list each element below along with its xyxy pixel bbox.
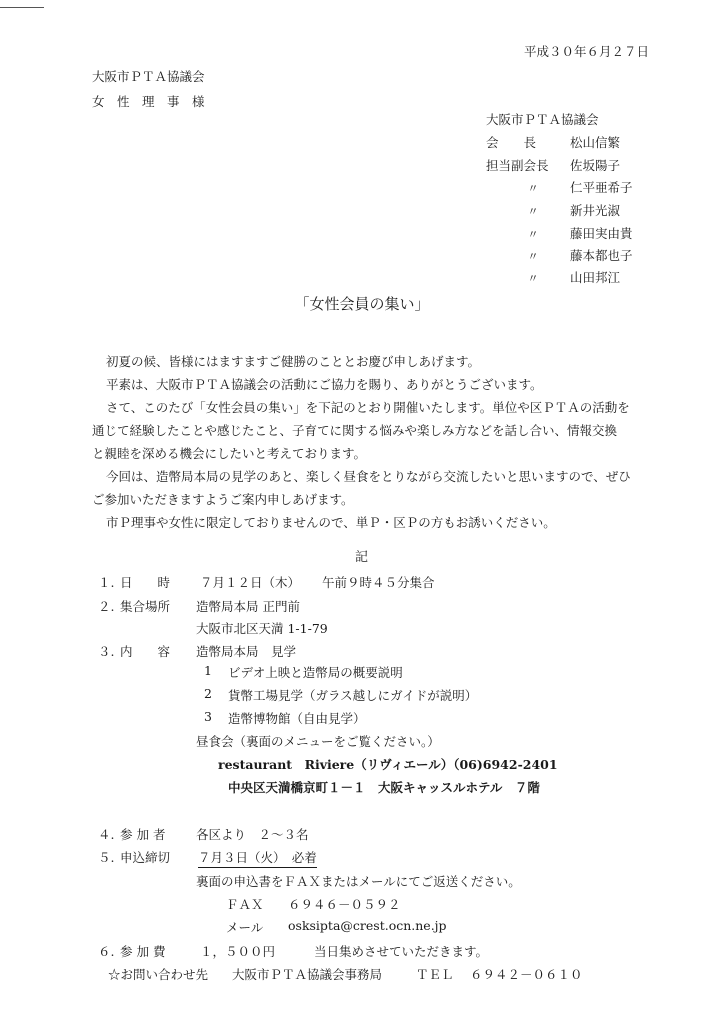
sender-row bbox=[486, 224, 633, 242]
body-line: 通じて経験したことや感じたこと、子育てに関する悩みや楽しみ方などを話し合い、情報交換 bbox=[92, 423, 618, 438]
event-date: ７月１２日（木） bbox=[200, 575, 301, 590]
ditto-mark: 〃 bbox=[527, 250, 539, 263]
contact-tel-label: ＴＥＬ bbox=[416, 967, 454, 982]
sender-name: 佐坂陽子 bbox=[570, 158, 621, 173]
sender-role: 担当副会長 bbox=[486, 158, 549, 173]
sender-name: 藤本都也子 bbox=[570, 248, 633, 263]
ditto-mark: 〃 bbox=[527, 272, 539, 285]
item-number: ２. bbox=[98, 599, 115, 614]
body-line: 平素は、大阪市ＰＴＡ協議会の活動にご協力を賜り、ありがとうございます。 bbox=[106, 377, 543, 392]
meeting-address: 大阪市北区天満 1-1-79 bbox=[196, 621, 328, 636]
restaurant-address: 中央区天満橋京町１－１ 大阪キャッスルホテル ７階 bbox=[228, 780, 540, 795]
scan-edge-line bbox=[0, 7, 44, 8]
ditto-mark: 〃 bbox=[527, 182, 539, 195]
deadline-value: ７月３日（火） 必着 bbox=[198, 848, 317, 868]
recipient-org: 大阪市ＰＴＡ協議会 bbox=[92, 69, 205, 84]
sender-name: 藤田実由貴 bbox=[570, 226, 633, 241]
document-date: 平成３０年６月２７日 bbox=[524, 44, 650, 59]
sender-row bbox=[486, 133, 620, 151]
item-label: 内 容 bbox=[120, 644, 171, 659]
sender-row bbox=[486, 178, 633, 196]
item-number: ５. bbox=[98, 850, 115, 865]
item-number: １. bbox=[98, 575, 115, 590]
deadline-note: 裏面の申込書をＦＡＸまたはメールにてご返送ください。 bbox=[196, 874, 521, 889]
participants-value: 各区より ２～３名 bbox=[196, 827, 309, 842]
sender-name: 松山信繁 bbox=[570, 135, 621, 150]
sender-name: 仁平亜希子 bbox=[570, 180, 633, 195]
content-summary: 造幣局本局 見学 bbox=[196, 644, 297, 659]
fax-label: ＦＡＸ bbox=[226, 897, 264, 912]
restaurant-info: restaurant Riviere（リヴィエール）（06)6942-2401 bbox=[218, 757, 558, 772]
body-line: 初夏の候、皆様にはますますご健勝のこととお慶び申しあげます。 bbox=[106, 354, 481, 369]
contact-label: ☆お問い合わせ先 bbox=[108, 967, 209, 982]
item-label: 参 加 者 bbox=[120, 827, 166, 842]
item-label: 申込締切 bbox=[120, 850, 171, 865]
sub-item-text: 貨幣工場見学（ガラス越しにガイドが説明） bbox=[228, 688, 478, 703]
item-label: 日 時 bbox=[120, 575, 171, 590]
sender-row bbox=[486, 246, 633, 264]
sender-row bbox=[486, 268, 620, 286]
sub-item-text: 造幣博物館（自由見学） bbox=[228, 711, 366, 726]
ditto-mark: 〃 bbox=[527, 228, 539, 241]
sender-name: 山田邦江 bbox=[570, 270, 621, 285]
sub-item-number: 1 bbox=[204, 663, 212, 678]
fax-number: ６９４６－０５９２ bbox=[288, 897, 401, 912]
meeting-place: 造幣局本局 正門前 bbox=[196, 599, 300, 614]
sender-role: 会 長 bbox=[486, 135, 537, 150]
mail-label: メール bbox=[226, 920, 264, 935]
body-line: と親睦を深める機会にしたいと考えております。 bbox=[92, 446, 367, 461]
contact-org: 大阪市ＰＴＡ協議会事務局 bbox=[232, 967, 383, 982]
body-line: ご参加いただきますようご案内申しあげます。 bbox=[92, 492, 354, 507]
body-line: 今回は、造幣局本局の見学のあと、楽しく昼食をとりながら交流したいと思いますので、ぜひ bbox=[106, 469, 631, 484]
ki-heading: 記 bbox=[355, 550, 369, 565]
sender-org: 大阪市ＰＴＡ協議会 bbox=[486, 112, 599, 127]
document-title: 「女性会員の集い」 bbox=[294, 295, 430, 313]
sub-item-text: ビデオ上映と造幣局の概要説明 bbox=[228, 665, 403, 680]
item-number: ４. bbox=[98, 827, 115, 842]
item-label: 参 加 費 bbox=[120, 944, 166, 959]
item-number: ６. bbox=[98, 944, 115, 959]
body-line: 市Ｐ理事や女性に限定しておりませんので、単Ｐ・区Ｐの方もお誘いください。 bbox=[106, 515, 556, 530]
mail-address: osksipta@crest.ocn.ne.jp bbox=[288, 918, 447, 933]
sender-row bbox=[486, 201, 620, 219]
contact-tel: ６９４２－０６１０ bbox=[470, 967, 583, 982]
recipient-title: 女 性 理 事 様 bbox=[92, 94, 205, 109]
item-label: 集合場所 bbox=[120, 599, 171, 614]
sender-name: 新井光淑 bbox=[570, 203, 621, 218]
fee-note: 当日集めさせていただきます。 bbox=[314, 944, 489, 959]
event-time: 午前９時４５分集合 bbox=[322, 575, 435, 590]
sub-item-number: 2 bbox=[204, 686, 212, 701]
fee-value: １，５００円 bbox=[200, 944, 276, 959]
item-number: ３. bbox=[98, 644, 115, 659]
sender-row bbox=[486, 156, 620, 174]
body-line: さて、このたび「女性会員の集い」を下記のとおり開催いたします。単位や区ＰＴＡの活動を bbox=[106, 400, 630, 415]
lunch-note: 昼食会（裏面のメニューをご覧ください。） bbox=[196, 734, 440, 749]
ditto-mark: 〃 bbox=[527, 205, 539, 218]
sub-item-number: 3 bbox=[204, 709, 212, 724]
